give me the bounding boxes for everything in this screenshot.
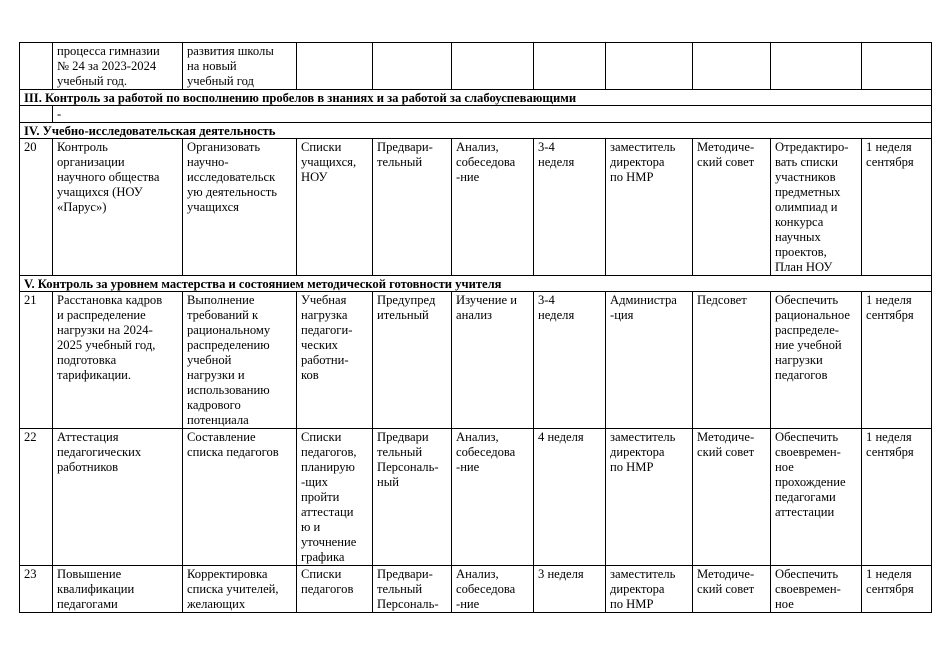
control-term: 3-4 неделя	[534, 139, 606, 276]
control-venue: Методиче- ский совет	[693, 429, 771, 566]
control-method: Анализ, собеседова -ние	[452, 566, 534, 613]
control-decision	[771, 43, 862, 90]
control-venue: Методиче- ский совет	[693, 139, 771, 276]
control-responsible: Администра -ция	[606, 292, 693, 429]
control-goal: развития школы на новый учебный год	[183, 43, 297, 90]
control-decision: Обеспечить рациональное распределе- ние учебной нагрузки педагогов	[771, 292, 862, 429]
control-term: 3-4 неделя	[534, 292, 606, 429]
control-method: Анализ, собеседова -ние	[452, 139, 534, 276]
control-goal: Составление списка педагогов	[183, 429, 297, 566]
control-decision: Отредактиро- вать списки участников предметных олимпиад и конкурса научных проектов, План НОУ	[771, 139, 862, 276]
control-goal: Корректировка списка учителей, желающих	[183, 566, 297, 613]
row-number: 21	[20, 292, 53, 429]
control-type: Предвари- тельный	[373, 139, 452, 276]
control-responsible: заместитель директора по НМР	[606, 429, 693, 566]
control-responsible	[606, 43, 693, 90]
table-row	[20, 139, 932, 276]
empty-row-marker: -	[53, 106, 932, 123]
table-row	[20, 292, 932, 429]
control-docs: Списки педагогов	[297, 566, 373, 613]
control-deadline: 1 неделя сентября	[862, 292, 932, 429]
section-title-5: V. Контроль за уровнем мастерства и состоянием методической готовности учителя	[20, 276, 932, 292]
table-row	[20, 566, 932, 613]
control-decision: Обеспечить своевремен- ное прохождение педагогами аттестации	[771, 429, 862, 566]
control-responsible: заместитель директора по НМР	[606, 566, 693, 613]
row-number: 22	[20, 429, 53, 566]
section-row	[20, 276, 932, 292]
control-term	[534, 43, 606, 90]
control-deadline	[862, 43, 932, 90]
control-docs: Учебная нагрузка педагоги- ческих работни- ков	[297, 292, 373, 429]
control-docs: Списки учащихся, НОУ	[297, 139, 373, 276]
control-deadline: 1 неделя сентября	[862, 566, 932, 613]
control-goal: Выполнение требований к рациональному распределению учебной нагрузки и использованию кадрового потенциала	[183, 292, 297, 429]
control-deadline: 1 неделя сентября	[862, 429, 932, 566]
control-type: Предвари тельный Персональ- ный	[373, 429, 452, 566]
section-title-4: IV. Учебно-исследовательская деятельность	[20, 123, 932, 139]
control-goal: Организовать научно- исследовательск ую деятельность учащихся	[183, 139, 297, 276]
control-venue: Методиче- ский совет	[693, 566, 771, 613]
control-type: Предвари- тельный Персональ-	[373, 566, 452, 613]
control-term: 4 неделя	[534, 429, 606, 566]
control-venue: Педсовет	[693, 292, 771, 429]
control-object: Повышение квалификации педагогами	[53, 566, 183, 613]
section-row	[20, 123, 932, 139]
row-number: 20	[20, 139, 53, 276]
control-object: Аттестация педагогических работников	[53, 429, 183, 566]
control-type: Предупред ительный	[373, 292, 452, 429]
control-object: процесса гимназии № 24 за 2023-2024 учебный год.	[53, 43, 183, 90]
control-method: Изучение и анализ	[452, 292, 534, 429]
control-method	[452, 43, 534, 90]
table-row	[20, 43, 932, 90]
control-term: 3 неделя	[534, 566, 606, 613]
row-number: 23	[20, 566, 53, 613]
control-plan-table	[19, 42, 932, 613]
control-docs: Списки педагогов, планирую -щих пройти аттестаци ю и уточнение графика	[297, 429, 373, 566]
control-venue	[693, 43, 771, 90]
control-responsible: заместитель директора по НМР	[606, 139, 693, 276]
control-decision: Обеспечить своевремен- ное	[771, 566, 862, 613]
section-row	[20, 90, 932, 106]
table-row	[20, 106, 932, 123]
control-deadline: 1 неделя сентября	[862, 139, 932, 276]
control-type	[373, 43, 452, 90]
control-object: Расстановка кадров и распределение нагрузки на 2024- 2025 учебный год, подготовка тарификации.	[53, 292, 183, 429]
control-method: Анализ, собеседова -ние	[452, 429, 534, 566]
control-docs	[297, 43, 373, 90]
row-number	[20, 43, 53, 90]
control-object: Контроль организации научного общества учащихся (НОУ «Парус»)	[53, 139, 183, 276]
section-title-3: III. Контроль за работой по восполнению пробелов в знаниях и за работой за слабоуспевающими	[20, 90, 932, 106]
table-row	[20, 429, 932, 566]
